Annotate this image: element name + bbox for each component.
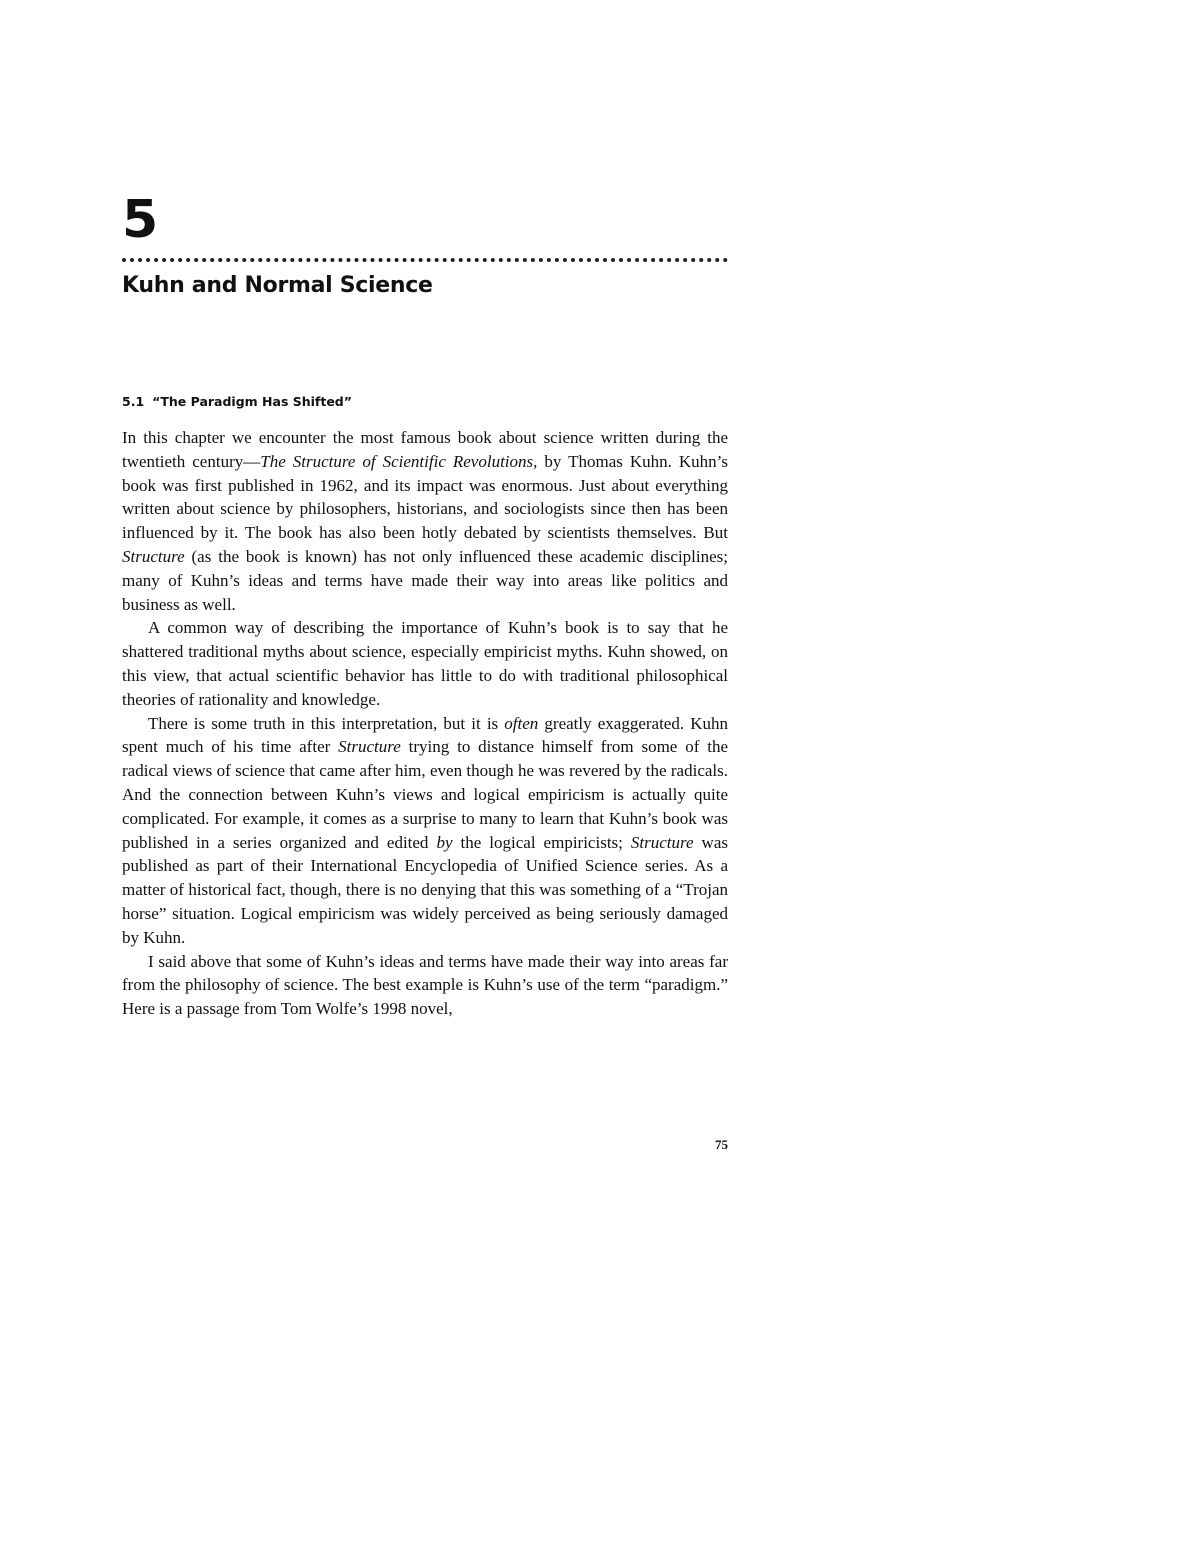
text-run: I said above that some of Kuhn’s ideas and terms have made their way into areas far from the philosophy of science. The best example is Kuhn’s use of the term “paradigm.” Here is a passage from Tom Wolfe’s 1998 novel, — [122, 951, 728, 1019]
text-run: A common way of describing the importance of Kuhn’s book is to say that he shattered traditional myths about science, especially empiricist myths. Kuhn showed, on this view, that actual scientific behavior has little to do with traditional philosophical theories of rationality and knowledge. — [122, 618, 728, 709]
dotted-rule — [122, 258, 728, 262]
text-run: In this chapter we encounter the most famous book about science written during the twentieth century— — [122, 428, 728, 471]
section-number: 5.1 — [122, 394, 145, 409]
section-heading — [122, 392, 352, 412]
italic-text: Structure — [630, 832, 694, 852]
text-run: trying to distance himself from some of the radical views of science that came after him, even though he was revered by the radicals. And the connection between Kuhn’s views and logical empiricism is actually quite complicated. For example, it comes as a surprise to many to learn that Kuhn’s book was published in a series organized and edited — [122, 737, 728, 852]
paragraph-3 — [122, 712, 728, 950]
book-page — [122, 0, 728, 1553]
italic-text: by — [436, 832, 453, 852]
italic-text: often — [504, 713, 539, 733]
text-run: , by Thomas Kuhn. Kuhn’s book was first published in 1962, and its impact was enormous. Just about everything written about science by philosophers, historians, and sociologists since then has been influenced by it. The book has also been hotly debated by scientists themselves. But — [122, 451, 729, 543]
paragraph-1 — [122, 426, 728, 616]
section-title: “The Paradigm Has Shifted” — [152, 394, 352, 409]
text-run: There is some truth in this interpretation, but it is — [148, 713, 505, 733]
page-number: 75 — [715, 1137, 728, 1152]
italic-text: The Structure of Scientific Revolutions — [260, 451, 534, 471]
body-text — [122, 426, 728, 1021]
paragraph-2 — [122, 616, 728, 711]
paragraph-4 — [122, 950, 728, 1021]
text-run: was published as part of their International Encyclopedia of Unified Science series. As a matter of historical fact, though, there is no denying that this was something of a “Trojan horse” situation. Logical empiricism was widely perceived as being seriously damaged by Kuhn. — [122, 832, 728, 947]
chapter-number: 5 — [122, 190, 159, 250]
italic-text: Structure — [122, 546, 185, 566]
italic-text: Structure — [338, 737, 401, 757]
text-run: (as the book is known) has not only influenced these academic disciplines; many of Kuhn’s ideas and terms have made their way into areas like politics and business as well. — [122, 546, 728, 614]
chapter-title: Kuhn and Normal Science — [122, 273, 433, 298]
text-run: the logical empiricists; — [452, 832, 631, 852]
text-run: greatly exaggerated. Kuhn spent much of his time after — [122, 713, 728, 757]
